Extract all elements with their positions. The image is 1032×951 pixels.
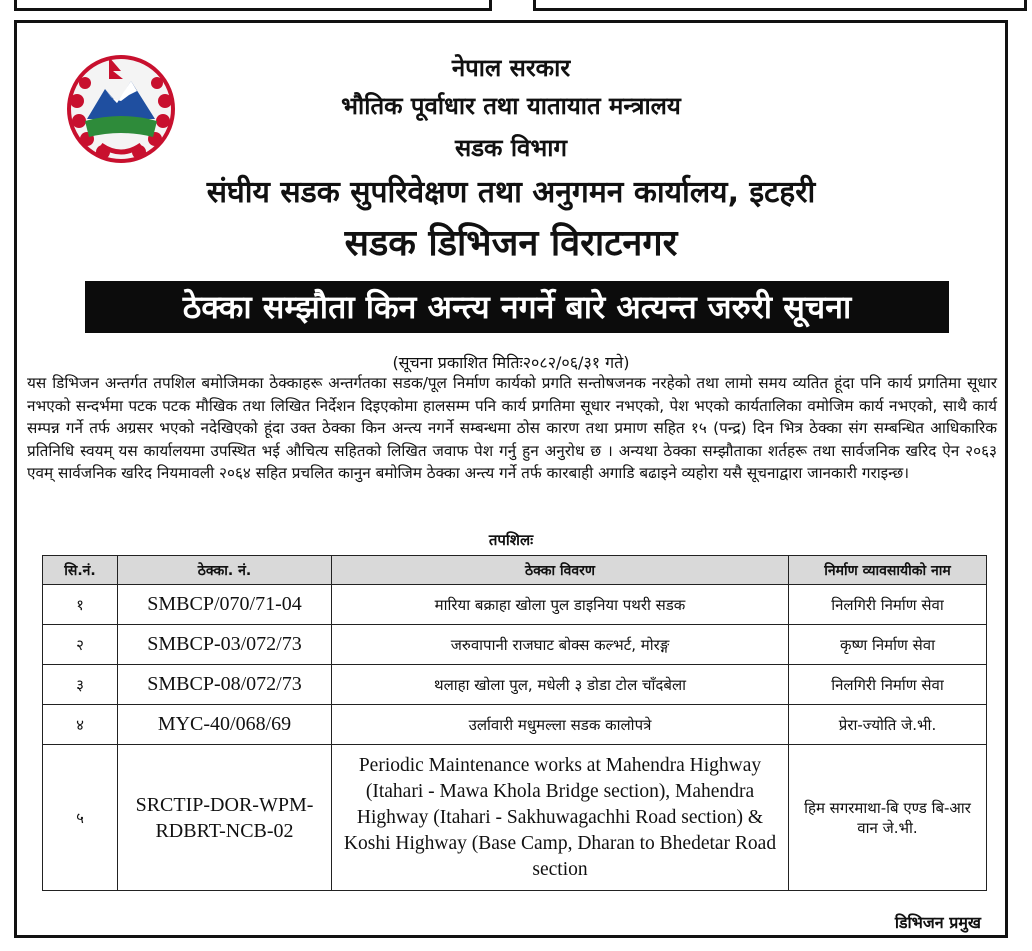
government-name: नेपाल सरकार <box>451 54 571 82</box>
cell-description: मारिया बक्राहा खोला पुल डाइनिया पथरी सडक <box>332 585 789 625</box>
cell-description: Periodic Maintenance works at Mahendra Highway (Itahari - Mawa Khola Bridge section), Mahendra Highway (Itahari - Sakhuwagachhi Road section) & Koshi Highway (Base Camp, Dharan to Bhedetar Road section <box>332 745 789 891</box>
cell-contractor: निलगिरी निर्माण सेवा <box>789 665 987 705</box>
top-frame-fragment-left <box>14 0 492 11</box>
header-description: ठेक्का विवरण <box>332 556 789 585</box>
notice-title-banner: ठेक्का सम्झौता किन अन्त्य नगर्ने बारे अत्यन्त जरुरी सूचना <box>85 281 949 333</box>
cell-contractor: हिम सगरमाथा-बि एण्ड बि-आर वान जे.भी. <box>789 745 987 891</box>
office-name: संघीय सडक सुपरिवेक्षण तथा अनुगमन कार्यालय, इटहरी <box>206 175 816 210</box>
cell-description: उर्लावारी मधुमल्ला सडक कालोपत्रे <box>332 705 789 745</box>
cell-contract-no: SMBCP-08/072/73 <box>118 665 332 705</box>
cell-contractor: निलगिरी निर्माण सेवा <box>789 585 987 625</box>
ministry-name: भौतिक पूर्वाधार तथा यातायात मन्त्रालय <box>341 92 681 120</box>
cell-contract-no: MYC-40/068/69 <box>118 705 332 745</box>
cell-contract-no: SRCTIP-DOR-WPM-RDBRT-NCB-02 <box>118 745 332 891</box>
department-name: सडक विभाग <box>454 134 567 162</box>
table-row <box>43 585 987 625</box>
header-contract-no: ठेक्का. नं. <box>118 556 332 585</box>
cell-contractor: कृष्ण निर्माण सेवा <box>789 625 987 665</box>
cell-contract-no: SMBCP-03/072/73 <box>118 625 332 665</box>
division-name: सडक डिभिजन विराटनगर <box>344 223 678 264</box>
contracts-table <box>42 555 987 891</box>
cell-contractor: प्रेरा-ज्योति जे.भी. <box>789 705 987 745</box>
cell-description: जरुवापानी राजघाट बोक्स कल्भर्ट, मोरङ्ग <box>332 625 789 665</box>
table-row <box>43 745 987 891</box>
table-row <box>43 705 987 745</box>
cell-serial: ४ <box>43 705 118 745</box>
table-row <box>43 625 987 665</box>
signoff-title: डिभिजन प्रमुख <box>894 913 981 932</box>
cell-serial: २ <box>43 625 118 665</box>
table-row <box>43 665 987 705</box>
cell-serial: ३ <box>43 665 118 705</box>
schedule-label: तपशिलः <box>488 531 534 549</box>
cell-description: थलाहा खोला पुल, मधेली ३ डोडा टोल चाँदबेला <box>332 665 789 705</box>
cell-serial: ५ <box>43 745 118 891</box>
table-header-row <box>43 556 987 585</box>
notice-frame <box>14 20 1008 938</box>
notice-body-paragraph: यस डिभिजन अन्तर्गत तपशिल बमोजिमका ठेक्काहरू अन्तर्गतका सडक/पूल निर्माण कार्यको प्रगति सन्तोषजनक नरहेको तथा लामो समय व्यतित हूंदा पनि कार्य प्रगतिमा सूधार नभएको सन्दर्भमा पटक पटक मौखिक तथा लिखित निर्देशन दिइएकोमा हालसम्म पनि कार्य प्रगतिमा सूधार नभएको, पेश भएको कार्यतालिका वमोजिम कार्य नभएको, साथै कार्य सम्पन्न गर्ने तर्फ अग्रसर भएको नदेखिएको हूंदा उक्त ठेक्का किन अन्त्य नगर्ने सम्बन्धमा ठोस कारण तथा प्रमाण सहित १५ (पन्द्र) दिन भित्र ठेक्का संग सम्बन्धित आधिकारिक प्रतिनिधि स्वयम् यस कार्यालयमा उपस्थित भई औचित्य सहितको लिखित जवाफ पेश गर्नु हुन अनुरोध छ । अन्यथा ठेक्का सम्झौताका शर्तहरू तथा सार्वजनिक खरिद ऐन २०६३ एवम् सार्वजनिक खरिद नियमावली २०६४ सहित प्रचलित कानुन बमोजिम ठेक्का अन्त्य गर्ने तर्फ कारबाही अगाडि बढाइने व्यहोरा यसै सूचनाद्वारा जानकारी गराइन्छ। <box>27 374 997 482</box>
cell-serial: १ <box>43 585 118 625</box>
header-contractor: निर्माण व्यावसायीको नाम <box>789 556 987 585</box>
publish-date: (सूचना प्रकाशित मितिः२०८२/०६/३१ गते) <box>392 353 630 372</box>
header-serial: सि.नं. <box>43 556 118 585</box>
cell-contract-no: SMBCP/070/71-04 <box>118 585 332 625</box>
top-frame-fragment-right <box>533 0 1027 11</box>
